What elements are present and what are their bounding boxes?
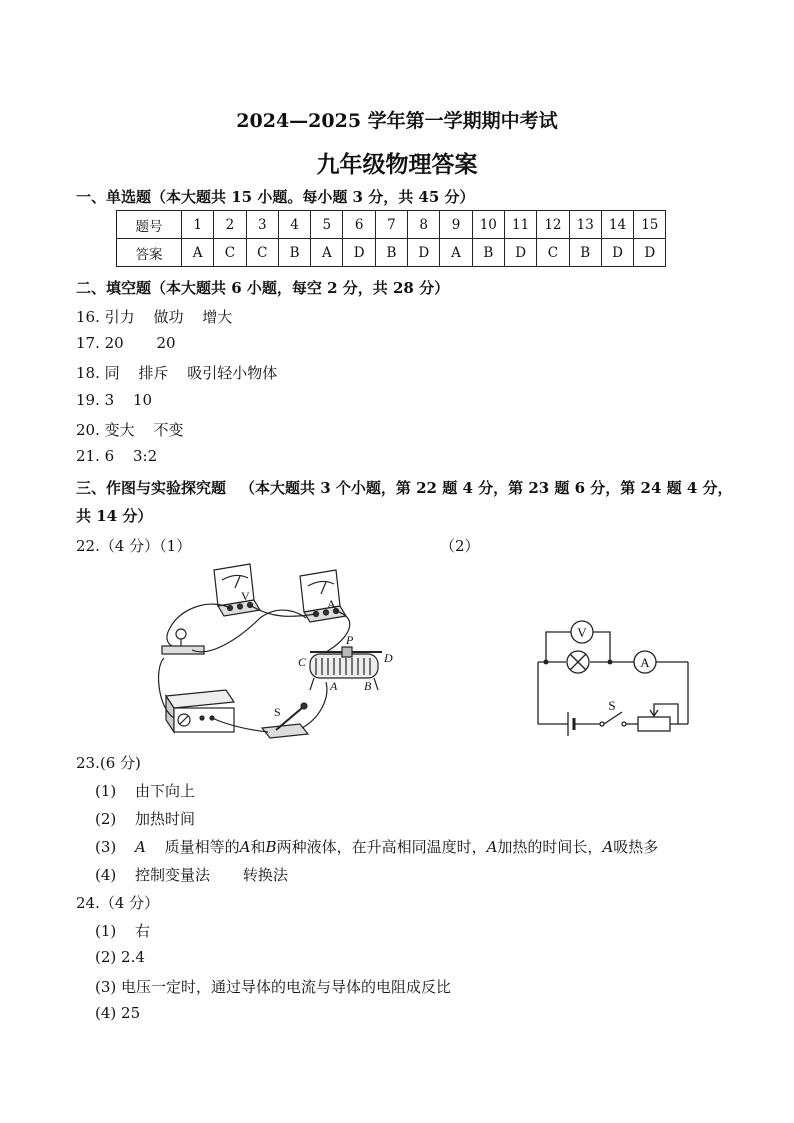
answer-text: 增大 xyxy=(202,308,233,326)
q23-part1 xyxy=(95,780,195,801)
fig1-label-c: C xyxy=(298,655,307,669)
answer-cell: D xyxy=(601,239,633,267)
answer-letter: A xyxy=(239,838,251,856)
answer-text: 25 xyxy=(121,1004,141,1022)
answer-line-21 xyxy=(76,447,157,465)
fig1-label-b: B xyxy=(364,679,372,693)
answer-letter: B xyxy=(265,838,277,856)
section2-heading: 二、填空题（本大题共 6 小题，每空 2 分，共 28 分） xyxy=(76,279,450,297)
question-number: 15 xyxy=(634,211,666,239)
q23-part2 xyxy=(95,808,195,829)
q23-label: 23.(6 分) xyxy=(76,754,141,772)
answer-text: 20 xyxy=(156,334,176,352)
answer-text: 2.4 xyxy=(121,948,145,966)
answer-line-16 xyxy=(76,306,232,327)
row-label-number: 题号 xyxy=(117,211,182,239)
answer-text: 3:2 xyxy=(132,447,158,465)
answer-cell: C xyxy=(214,239,246,267)
answer-cell: A xyxy=(440,239,472,267)
q24-part2 xyxy=(95,948,145,966)
answer-text: 和 xyxy=(250,838,266,856)
exam-title: 2024—2025 学年第一学期期中考试 xyxy=(236,110,558,132)
question-number: 8 xyxy=(408,211,440,239)
table-row-answers xyxy=(117,239,666,267)
fig2-ammeter-label: A xyxy=(640,655,650,670)
answer-line-20 xyxy=(76,419,183,440)
q24-part1 xyxy=(95,920,150,941)
part-number: (2) xyxy=(95,948,117,966)
answer-line-17 xyxy=(76,334,176,352)
answer-text: 右 xyxy=(135,922,151,940)
answer-cell: D xyxy=(634,239,666,267)
q24-part4 xyxy=(95,1004,140,1022)
q23-part3 xyxy=(95,836,658,857)
answer-text: 20 xyxy=(104,334,124,352)
fig1-label-p: P xyxy=(346,633,354,647)
fig1-label-a: A xyxy=(327,597,336,611)
answer-text: 6 xyxy=(104,447,115,465)
answer-text: 加热的时间长， xyxy=(497,838,603,856)
section3-heading xyxy=(76,477,733,498)
answer-line-18 xyxy=(76,362,277,383)
q23-part4 xyxy=(95,864,288,885)
answer-text: 电压一定时，通过导体的电流与导体的电阻成反比 xyxy=(121,978,452,996)
question-number: 12 xyxy=(537,211,569,239)
answer-text: 吸热多 xyxy=(613,838,659,856)
answer-cell: A xyxy=(182,239,214,267)
question-number: 16. xyxy=(76,308,100,326)
q24-label: 24.（4 分） xyxy=(76,894,160,912)
circuit-physical-figure xyxy=(150,558,410,748)
answer-cell: C xyxy=(537,239,569,267)
fig2-switch-label: S xyxy=(608,698,616,713)
question-number: 5 xyxy=(311,211,343,239)
answer-text: 10 xyxy=(132,391,153,409)
section3-heading-a: 三、作图与实验探究题 xyxy=(76,479,227,497)
section1-heading: 一、单选题（本大题共 15 小题。每小题 3 分，共 45 分） xyxy=(76,188,475,206)
answer-text: 3 xyxy=(104,391,115,409)
fig1-label-v: V xyxy=(241,589,250,603)
answer-title: 九年级物理答案 xyxy=(316,151,478,178)
answer-text: 控制变量法 xyxy=(135,866,211,884)
question-number: 3 xyxy=(246,211,278,239)
answer-table xyxy=(116,210,666,267)
question-number: 13 xyxy=(569,211,601,239)
answer-cell: B xyxy=(472,239,504,267)
answer-cell: B xyxy=(278,239,310,267)
part-number: (3) xyxy=(95,978,117,996)
answer-letter: A xyxy=(602,838,614,856)
question-number: 11 xyxy=(504,211,536,239)
answer-text: 质量相等的 xyxy=(164,838,240,856)
section3-heading-cont: 共 14 分） xyxy=(76,507,153,525)
answer-cell: D xyxy=(504,239,536,267)
answer-cell: A xyxy=(311,239,343,267)
q24-part3 xyxy=(95,976,451,997)
answer-cell: C xyxy=(246,239,278,267)
question-number: 18. xyxy=(76,364,100,382)
part-number: (2) xyxy=(95,810,117,828)
answer-text: 由下向上 xyxy=(135,782,196,800)
answer-text: 两种液体，在升高相同温度时， xyxy=(276,838,487,856)
fig1-label-d: D xyxy=(384,651,393,665)
answer-cell: D xyxy=(343,239,375,267)
part-number: (4) xyxy=(95,866,117,884)
answer-text: 转换法 xyxy=(242,866,288,884)
question-number: 20. xyxy=(76,421,100,439)
part-number: (3) xyxy=(95,838,117,856)
fig2-voltmeter-label: V xyxy=(577,625,587,640)
part-number: (4) xyxy=(95,1004,117,1022)
answer-text: 加热时间 xyxy=(135,810,196,828)
answer-letter: A xyxy=(486,838,498,856)
answer-cell: B xyxy=(375,239,407,267)
question-number: 9 xyxy=(440,211,472,239)
fig1-label-s: S xyxy=(274,705,281,719)
question-number: 4 xyxy=(278,211,310,239)
answer-cell: D xyxy=(408,239,440,267)
answer-text: 做功 xyxy=(153,308,184,326)
answer-text: 吸引轻小物体 xyxy=(187,364,278,382)
question-number: 7 xyxy=(375,211,407,239)
q22-label: 22.（4 分）（1） xyxy=(76,537,192,555)
question-number: 14 xyxy=(601,211,633,239)
question-number: 17. xyxy=(76,334,100,352)
question-number: 21. xyxy=(76,447,100,465)
answer-letter: A xyxy=(135,838,146,856)
section3-heading-b: （本大题共 3 个小题，第 22 题 4 分，第 23 题 6 分，第 24 题 4 分， xyxy=(240,479,733,497)
answer-text: 不变 xyxy=(153,421,184,439)
answer-text: 引力 xyxy=(104,308,135,326)
part-number: (1) xyxy=(95,782,117,800)
table-row-numbers xyxy=(117,211,666,239)
row-label-answer: 答案 xyxy=(117,239,182,267)
question-number: 1 xyxy=(182,211,214,239)
question-number: 10 xyxy=(472,211,504,239)
circuit-diagram-figure xyxy=(528,612,698,742)
answer-cell: B xyxy=(569,239,601,267)
fig1-label-a2: A xyxy=(330,679,338,693)
answer-text: 同 xyxy=(104,364,120,382)
question-number: 2 xyxy=(214,211,246,239)
answer-text: 变大 xyxy=(104,421,135,439)
answer-text: 排斥 xyxy=(138,364,169,382)
question-number: 19. xyxy=(76,391,100,409)
question-number: 6 xyxy=(343,211,375,239)
answer-line-19 xyxy=(76,391,152,409)
part-number: (1) xyxy=(95,922,117,940)
q22-label-2: （2） xyxy=(440,537,480,555)
